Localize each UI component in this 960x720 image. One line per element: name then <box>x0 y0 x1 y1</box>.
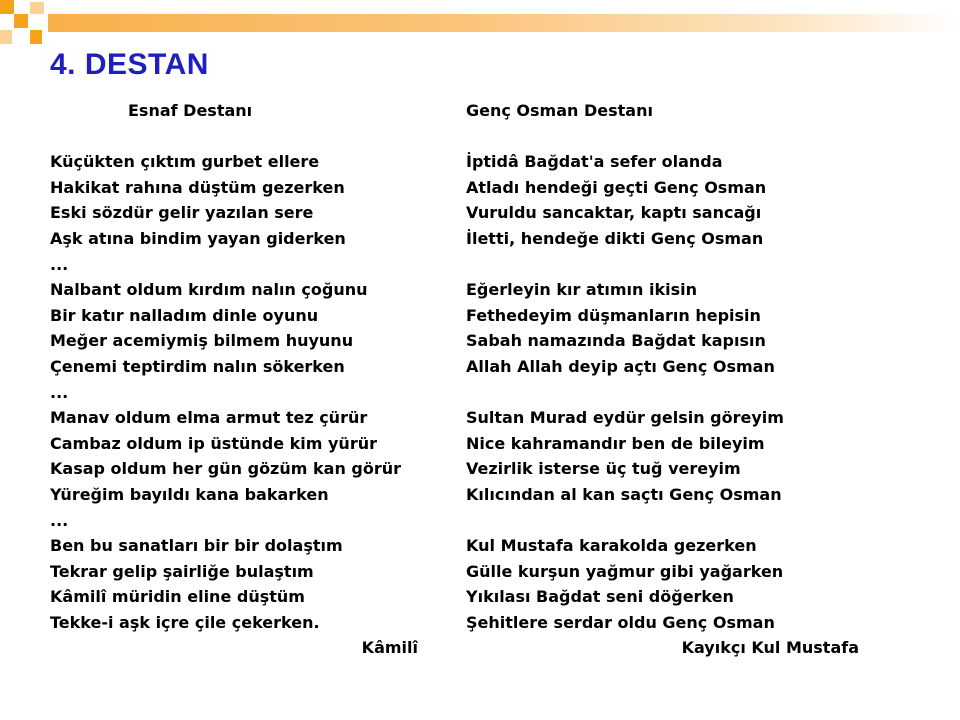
poem-author: Kâmilî <box>361 638 418 658</box>
poem-line: Yüreğim bayıldı kana bakarken <box>50 484 329 504</box>
poem-line: Cambaz oldum ip üstünde kim yürür <box>50 433 377 453</box>
poem-line: İptidâ Bağdat'a sefer olanda <box>466 152 723 172</box>
corner-square-1 <box>0 0 14 14</box>
stanza-break <box>466 508 896 534</box>
poem-line: Fethedeyim düşmanların hepisin <box>466 305 761 325</box>
poem-line: Bir katır nalladım dinle oyunu <box>50 305 319 325</box>
poem-line: Atladı hendeği geçti Genç Osman <box>466 177 767 197</box>
poem-line: Gülle kurşun yağmur gibi yağarken <box>466 561 784 581</box>
poem-ellipsis: ... <box>50 510 69 530</box>
slide-title: 4. DESTAN <box>50 48 209 81</box>
spacer <box>50 124 450 150</box>
poem-line: Allah Allah deyip açtı Genç Osman <box>466 356 775 376</box>
poem-line: İletti, hendeğe dikti Genç Osman <box>466 228 764 248</box>
poem-line: Eski sözdür gelir yazılan sere <box>50 203 314 223</box>
poem-line: Küçükten çıktım gurbet ellere <box>50 152 320 172</box>
esnaf-destani-poem <box>50 98 450 661</box>
poem-line: Sabah namazında Bağdat kapısın <box>466 331 766 351</box>
header-gradient-bar <box>48 14 960 32</box>
corner-square-2 <box>14 14 28 28</box>
stanza-break <box>466 252 896 278</box>
poem-line: Ben bu sanatları bir bir dolaştım <box>50 536 343 556</box>
corner-square-4 <box>30 30 42 44</box>
corner-square-3 <box>30 2 44 14</box>
stanza-break <box>466 380 896 406</box>
poem-line: Aşk atına bindim yayan giderken <box>50 228 346 248</box>
poem-line: Vezirlik isterse üç tuğ vereyim <box>466 459 741 479</box>
poem-line: Kâmilî müridin eline düştüm <box>50 587 305 607</box>
poem-line: Tekrar gelip şairliğe bulaştım <box>50 561 314 581</box>
poem-line: Kul Mustafa karakolda gezerken <box>466 536 757 556</box>
spacer <box>466 124 896 150</box>
poem-title: Esnaf Destanı <box>128 101 253 120</box>
poem-line: Meğer acemiymiş bilmem huyunu <box>50 331 354 351</box>
poem-line: Nice kahramandır ben de bileyim <box>466 433 765 453</box>
corner-square-5 <box>0 30 12 44</box>
poem-ellipsis: ... <box>50 382 69 402</box>
poem-line: Sultan Murad eydür gelsin göreyim <box>466 408 784 428</box>
poem-author: Kayıkçı Kul Mustafa <box>681 638 859 658</box>
genc-osman-destani-poem <box>466 98 896 661</box>
poem-line: Hakikat rahına düştüm gezerken <box>50 177 345 197</box>
poem-title: Genç Osman Destanı <box>466 101 653 120</box>
poem-line: Nalbant oldum kırdım nalın çoğunu <box>50 280 368 300</box>
poem-line: Kılıcından al kan saçtı Genç Osman <box>466 484 782 504</box>
poem-line: Şehitlere serdar oldu Genç Osman <box>466 612 775 632</box>
poem-line: Çenemi teptirdim nalın sökerken <box>50 356 345 376</box>
poem-line: Tekke-i aşk içre çile çekerken. <box>50 612 320 632</box>
poem-ellipsis: ... <box>50 254 69 274</box>
poem-line: Yıkılası Bağdat seni döğerken <box>466 587 734 607</box>
poem-line: Vuruldu sancaktar, kaptı sancağı <box>466 203 762 223</box>
poem-line: Manav oldum elma armut tez çürür <box>50 408 368 428</box>
poem-line: Eğerleyin kır atımın ikisin <box>466 280 697 300</box>
poem-line: Kasap oldum her gün gözüm kan görür <box>50 459 402 479</box>
